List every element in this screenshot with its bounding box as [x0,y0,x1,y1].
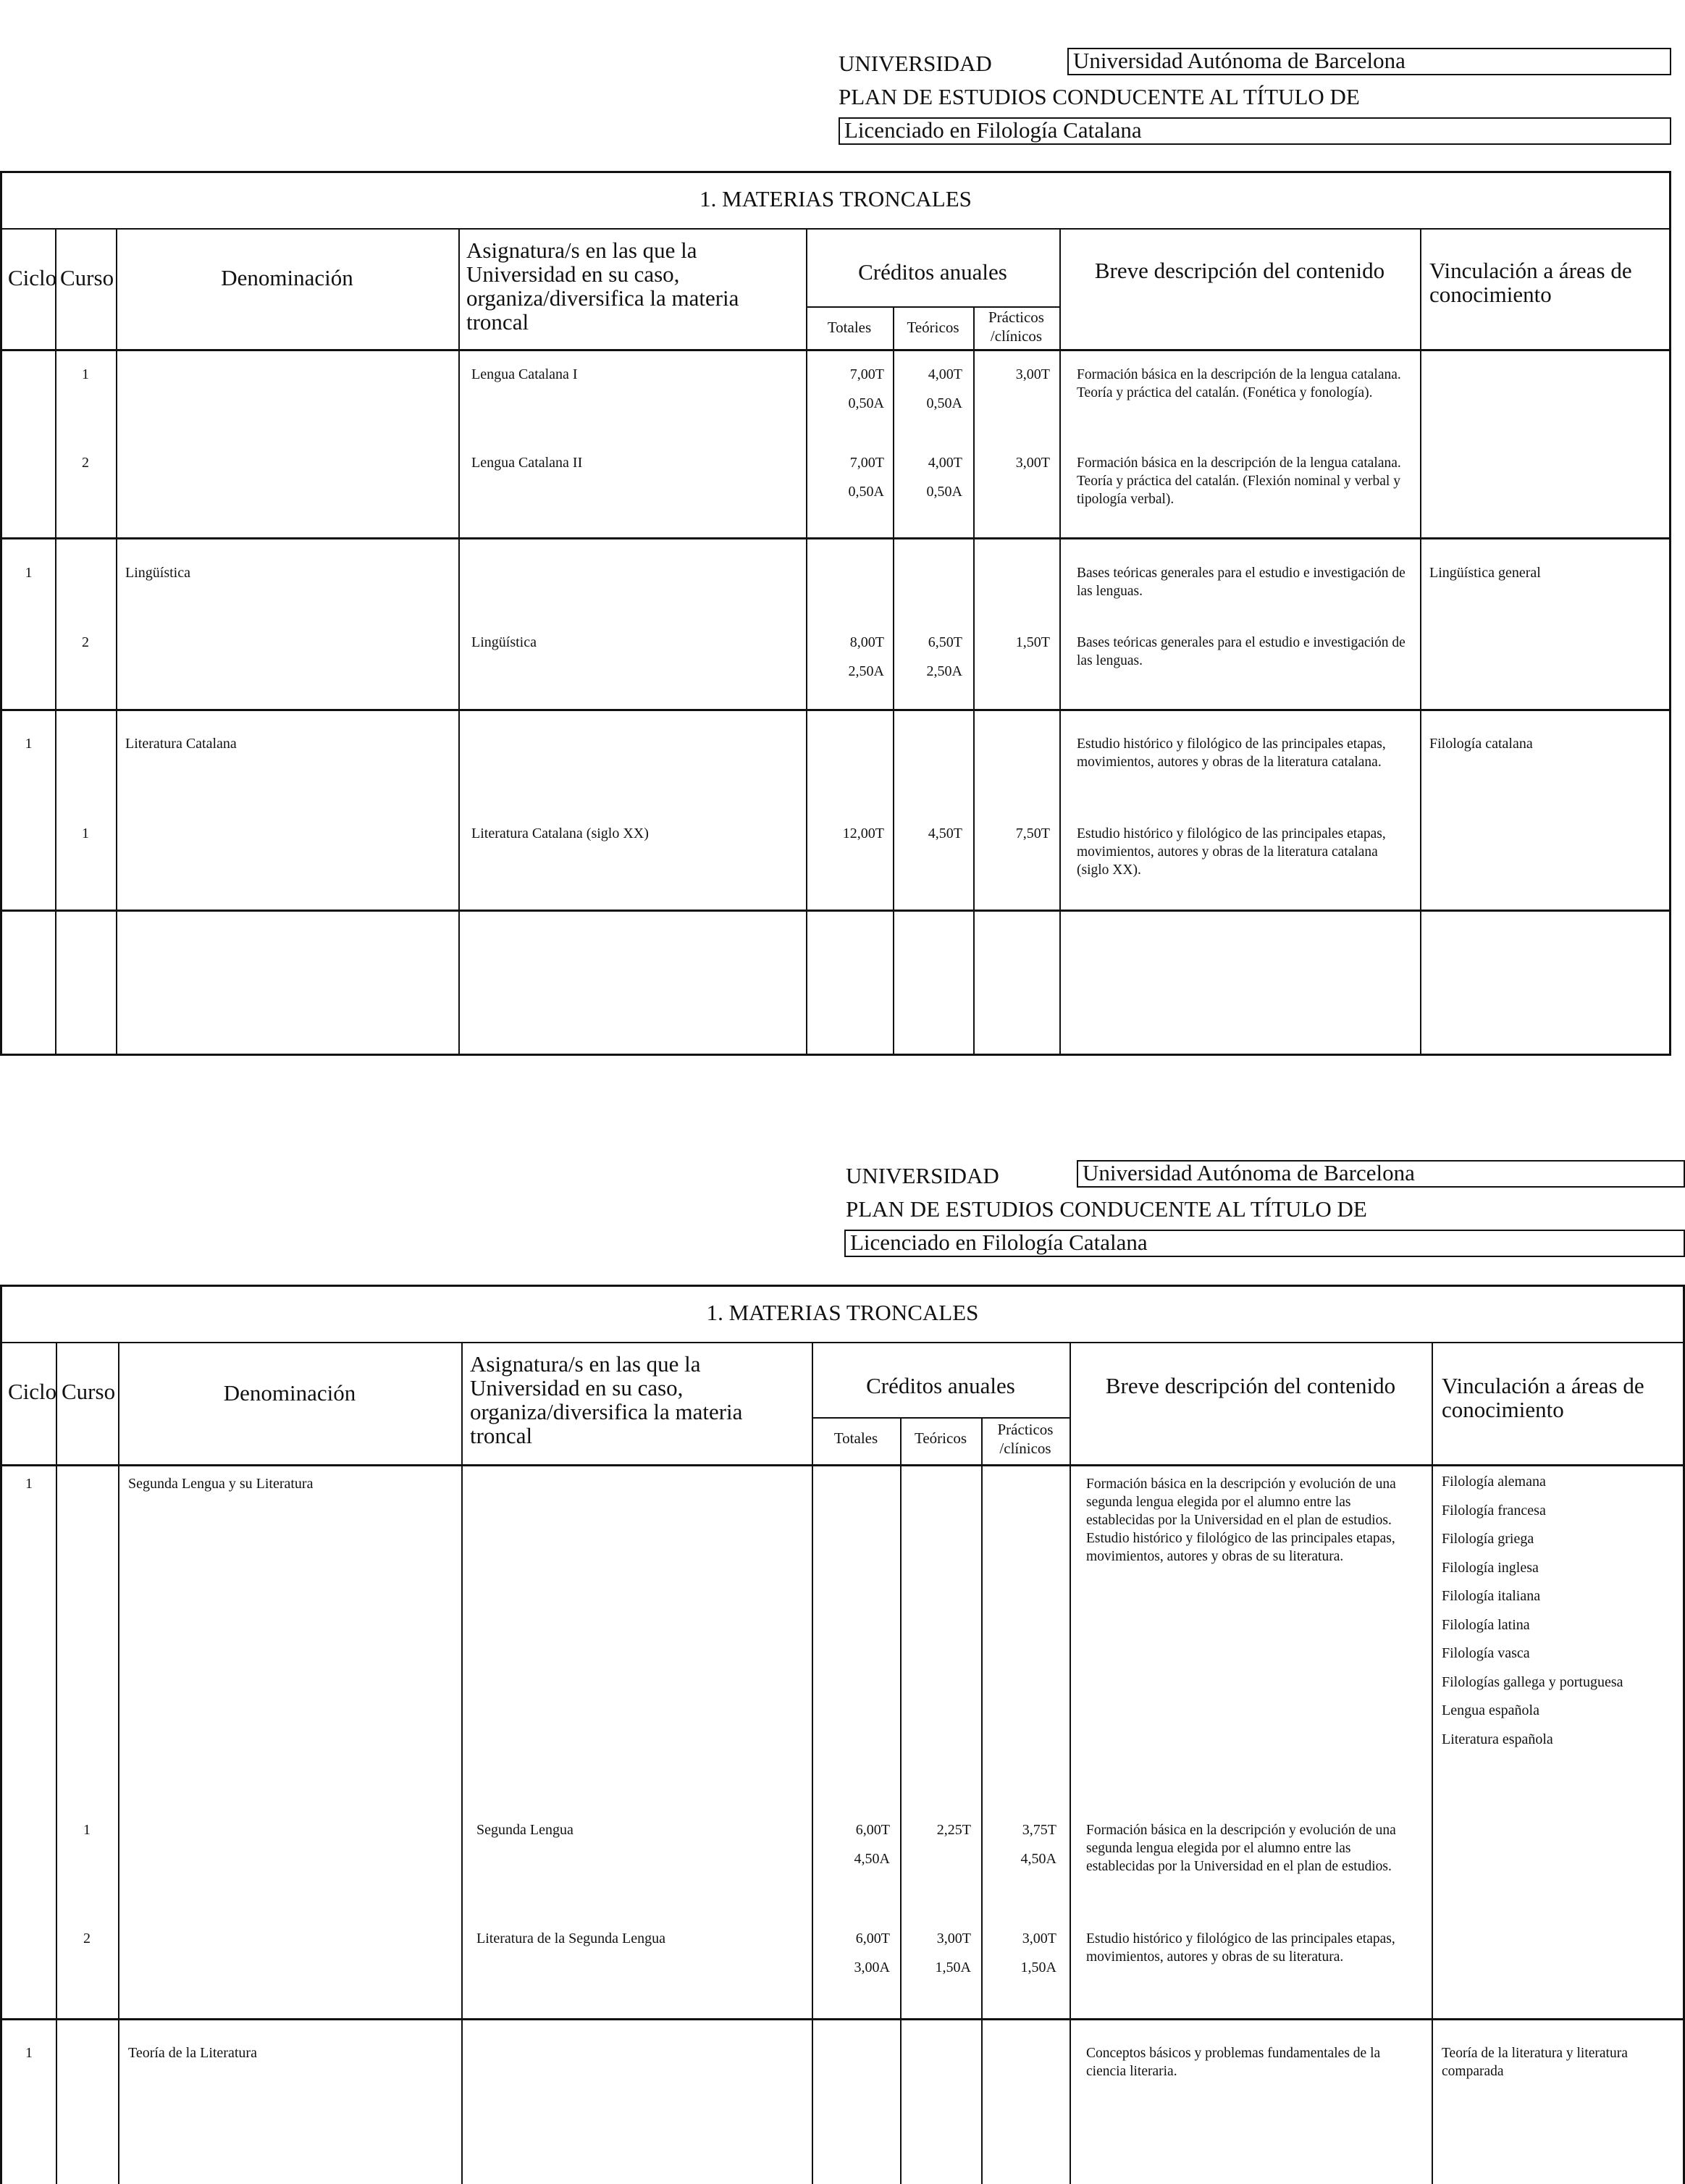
table-row-practicos: 3,00T [1015,366,1050,382]
table-row-curso: 2 [82,634,89,650]
titulo-value: Licenciado en Filología Catalana [844,1230,1685,1257]
col-asignatura: Asignatura/s en las que la Universidad en su caso, organiza/diversifica la materia troncal [466,238,739,335]
table-row-denominacion: Lingüística [125,565,190,581]
table-row-curso: 2 [82,455,89,471]
table-row-areas: Filología alemana Filología francesa Filología griega Filología inglesa Filología italiana Filología latina Filología vasca Filologías gallega y portuguesa Lengua española Literatura española [1442,1474,1623,1747]
table-row-descripcion: Bases teóricas generales para el estudio e investigación de las lenguas. [1077,635,1405,668]
universidad-value: Universidad Autónoma de Barcelona [1077,1160,1685,1188]
col-asignatura: Asignatura/s en las que la Universidad en su caso, organiza/diversifica la materia troncal [470,1351,743,1448]
col-vinculacion: Vinculación a áreas de conocimiento [1442,1373,1644,1422]
table-row-curso: 2 [83,1931,91,1946]
col-vinculacion: Vinculación a áreas de conocimiento [1429,258,1632,307]
table-row-area: Filología catalana [1429,736,1533,752]
table-row-teoricos: 4,00T 0,50A [926,455,962,500]
table-row-teoricos: 3,00T 1,50A [935,1931,971,1975]
table-row-practicos: 3,00T 1,50A [1020,1931,1056,1975]
table-row-totales: 6,00T 3,00A [854,1931,890,1975]
universidad-value: Universidad Autónoma de Barcelona [1067,48,1671,75]
col-totales: Totales [827,319,872,336]
table-row-descripcion: Conceptos básicos y problemas fundamentales de la ciencia literaria. [1086,2046,1381,2079]
table-row-denominacion: Literatura Catalana [125,736,237,752]
table-row-asignatura: Literatura Catalana (siglo XX) [471,826,649,841]
table-row-practicos: 1,50T [1015,634,1050,650]
table-row-teoricos: 4,50T [928,826,962,841]
table-row-totales: 12,00T [842,826,884,841]
table-row-curso: 1 [83,1822,91,1838]
col-totales: Totales [833,1429,878,1447]
table-row-descripcion: Estudio histórico y filológico de las principales etapas, movimientos, autores y obras de la literatura catalana. [1077,736,1386,770]
table-row-totales: 7,00T 0,50A [848,455,884,500]
table-row-totales: 8,00T 2,50A [848,634,884,679]
col-creditos: Créditos anuales [866,1373,1015,1398]
table-row-asignatura: Lengua Catalana I [471,366,578,382]
table-row-descripcion: Formación básica en la descripción de la lengua catalana. Teoría y práctica del catalán. (Flexión nominal y verbal y tipología verbal). [1077,455,1401,507]
materias-troncales-table [0,1285,1685,2184]
table-row-practicos: 7,50T [1015,826,1050,841]
titulo-value: Licenciado en Filología Catalana [839,117,1671,145]
universidad-label: UNIVERSIDAD [846,1163,999,1188]
col-denominacion: Denominación [223,1380,356,1406]
col-ciclo: Ciclo [8,1379,57,1404]
table-row-curso: 1 [82,366,89,382]
table-row-practicos: 3,00T [1015,455,1050,471]
table-row-asignatura: Lengua Catalana II [471,455,583,471]
table-row-totales: 7,00T 0,50A [848,366,884,411]
col-curso: Curso [62,1379,116,1404]
table-title: 1. MATERIAS TRONCALES [706,1300,979,1325]
plan-label: PLAN DE ESTUDIOS CONDUCENTE AL TÍTULO DE [846,1196,1367,1222]
table-row-ciclo: 1 [25,565,33,581]
col-practicos: Prácticos /clínicos [997,1421,1054,1457]
table-row-ciclo: 1 [25,2045,33,2061]
table-row-teoricos: 6,50T 2,50A [926,634,962,679]
table-row-asignatura: Literatura de la Segunda Lengua [476,1931,665,1946]
materias-troncales-table [0,171,1671,1056]
table-row-asignatura: Lingüística [471,634,537,650]
col-teoricos: Teóricos [907,319,959,336]
col-ciclo: Ciclo [8,265,57,290]
table-row-denominacion: Teoría de la Literatura [128,2045,257,2061]
plan-label: PLAN DE ESTUDIOS CONDUCENTE AL TÍTULO DE [839,84,1360,109]
col-descripcion: Breve descripción del contenido [1105,1373,1396,1398]
col-curso: Curso [60,265,114,290]
table-row-descripcion: Estudio histórico y filológico de las principales etapas, movimientos, autores y obras de la literatura catalana (siglo XX). [1077,826,1386,878]
table-row-descripcion: Formación básica en la descripción y evolución de una segunda lengua elegida por el alumno entre las establecidas por la Universidad en el plan de estudios. Estudio histórico y filológico de las principales etapas, movimientos, autores y obras de su literatura. [1086,1477,1396,1564]
table-row-curso: 1 [82,826,89,841]
col-practicos: Prácticos /clínicos [988,308,1044,345]
table-row-descripcion: Formación básica en la descripción y evolución de una segunda lengua elegida por el alumno entre las establecidas por la Universidad en el plan de estudios. [1086,1823,1396,1874]
table-row-asignatura: Segunda Lengua [476,1822,573,1838]
table-row-totales: 6,00T 4,50A [854,1822,890,1867]
table-row-teoricos: 2,25T [936,1822,971,1838]
col-teoricos: Teóricos [914,1429,967,1447]
table-row-practicos: 3,75T 4,50A [1020,1822,1056,1867]
table-row-ciclo: 1 [25,1476,33,1492]
universidad-label: UNIVERSIDAD [839,51,992,76]
col-creditos: Créditos anuales [858,259,1007,285]
table-row-descripcion: Formación básica en la descripción de la lengua catalana. Teoría y práctica del catalán. (Fonética y fonología). [1077,367,1401,400]
table-row-descripcion: Estudio histórico y filológico de las principales etapas, movimientos, autores y obras de su literatura. [1086,1931,1395,1965]
col-descripcion: Breve descripción del contenido [1094,258,1385,283]
table-title: 1. MATERIAS TRONCALES [699,186,972,211]
col-denominacion: Denominación [221,265,353,290]
table-row-denominacion: Segunda Lengua y su Literatura [128,1476,314,1492]
table-row-ciclo: 1 [25,736,33,752]
table-row-teoricos: 4,00T 0,50A [926,366,962,411]
table-row-descripcion: Bases teóricas generales para el estudio e investigación de las lenguas. [1077,566,1405,599]
table-row-area: Teoría de la literatura y literatura comparada [1442,2046,1628,2079]
table-row-area: Lingüística general [1429,565,1541,581]
